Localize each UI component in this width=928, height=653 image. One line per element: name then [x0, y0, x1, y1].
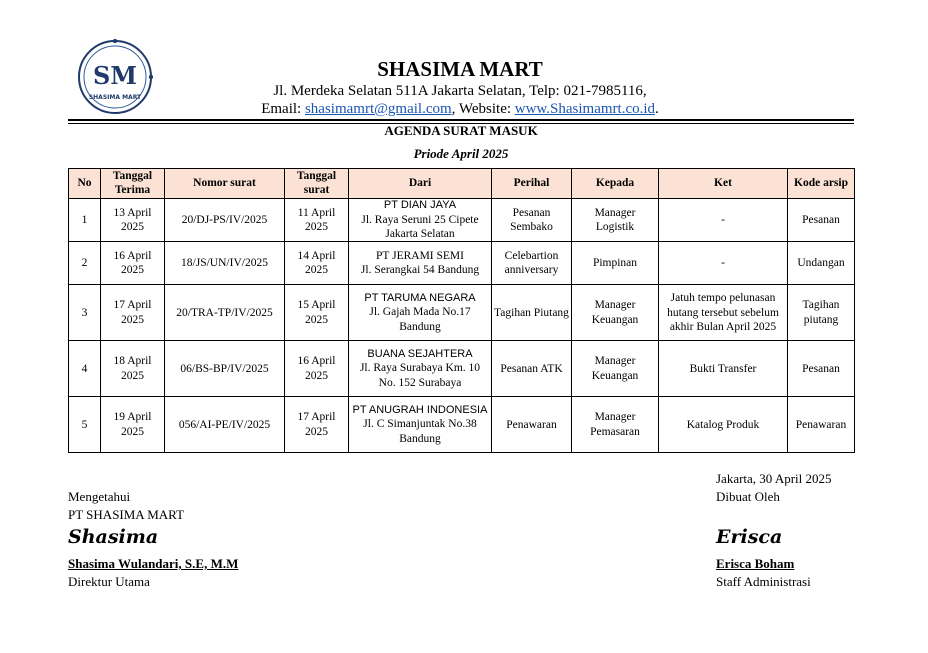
cell-no: 4: [69, 341, 101, 397]
sig-right-date: Jakarta, 30 April 2025: [716, 471, 832, 486]
sender-name: PT TARUMA NEGARA: [364, 291, 476, 304]
cell-kode-arsip: Pesanan: [788, 198, 855, 242]
sig-right-signature: Erisca: [716, 526, 783, 548]
cell-tanggal-surat: 14 April 2025: [285, 242, 349, 285]
cell-nomor-surat: 056/AI-PE/IV/2025: [165, 397, 285, 453]
table-row: [69, 397, 855, 453]
cell-kepada: Pimpinan: [572, 242, 659, 285]
cell-dari: [349, 285, 492, 341]
cell-tanggal-surat: 11 April 2025: [285, 198, 349, 242]
cell-kepada: Manager Logistik: [572, 198, 659, 242]
sig-left-role: Direktur Utama: [68, 574, 150, 589]
cell-kepada: Manager Keuangan: [572, 285, 659, 341]
col-header-kode-arsip: Kode arsip: [788, 169, 855, 199]
col-header-dari: Dari: [349, 169, 492, 199]
cell-ket: -: [659, 198, 788, 242]
col-header-perihal: Perihal: [492, 169, 572, 199]
sender-address: Jl. Raya Surabaya Km. 10 No. 152 Surabaya: [359, 362, 481, 389]
cell-ket: Bukti Transfer: [659, 341, 788, 397]
cell-dari: [349, 198, 492, 242]
cell-perihal: Tagihan Piutang: [492, 285, 572, 341]
cell-perihal: Celebartion anniversary: [492, 242, 572, 285]
company-address: Jl. Merdeka Selatan 511A Jakarta Selatan, Telp: 021-7985116,: [273, 83, 647, 99]
sig-right-prepared: Dibuat Oleh: [716, 489, 780, 504]
header-divider-thick: [68, 119, 854, 121]
col-header-tanggal-surat: Tanggal surat: [285, 169, 349, 199]
sender-name: BUANA SEJAHTERA: [367, 347, 473, 360]
sender-name: PT ANUGRAH INDONESIA: [352, 403, 488, 416]
cell-tanggal-surat: 16 April 2025: [285, 341, 349, 397]
website-link[interactable]: www.Shasimamrt.co.id: [514, 101, 656, 117]
sender-address: Jl. Gajah Mada No.17 Bandung: [369, 306, 471, 333]
email-link[interactable]: shasimamrt@gmail.com: [304, 101, 452, 117]
cell-nomor-surat: 06/BS-BP/IV/2025: [165, 341, 285, 397]
cell-perihal: Pesanan Sembako: [492, 198, 572, 242]
cell-tanggal-surat: 15 April 2025: [285, 285, 349, 341]
email-label: Email:: [261, 101, 305, 117]
cell-nomor-surat: 20/DJ-PS/IV/2025: [165, 198, 285, 242]
cell-kepada: Manager Keuangan: [572, 341, 659, 397]
cell-nomor-surat: 20/TRA-TP/IV/2025: [165, 285, 285, 341]
table-header-row: [69, 169, 855, 199]
table-row: [69, 285, 855, 341]
cell-dari: [349, 242, 492, 285]
cell-tanggal-terima: 17 April 2025: [101, 285, 165, 341]
table-row: [69, 198, 855, 242]
sender-address: Jl. Serangkai 54 Bandung: [360, 264, 480, 277]
sender-name: PT DIAN JAYA: [383, 198, 457, 211]
col-header-nomor-surat: Nomor surat: [165, 169, 285, 199]
company-contact: [140, 101, 780, 118]
cell-tanggal-terima: 19 April 2025: [101, 397, 165, 453]
cell-kode-arsip: Pesanan: [788, 341, 855, 397]
cell-ket: Katalog Produk: [659, 397, 788, 453]
cell-kode-arsip: Tagihan piutang: [788, 285, 855, 341]
cell-ket: -: [659, 242, 788, 285]
logo-monogram: SM: [93, 61, 137, 90]
sender-name: PT JERAMI SEMI: [376, 249, 464, 262]
cell-no: 3: [69, 285, 101, 341]
cell-no: 1: [69, 198, 101, 242]
col-header-no: No: [69, 169, 101, 199]
col-header-kepada: Kepada: [572, 169, 659, 199]
cell-kode-arsip: Penawaran: [788, 397, 855, 453]
sig-left-acknowledge: Mengetahui: [68, 489, 131, 504]
contact-period: .: [655, 101, 659, 117]
sig-left-company: PT SHASIMA MART: [68, 507, 185, 522]
company-name: SHASIMA MART: [377, 57, 543, 81]
col-header-ket: Ket: [659, 169, 788, 199]
agenda-period: Priode April 2025: [413, 146, 509, 161]
cell-dari: [349, 341, 492, 397]
agenda-title: AGENDA SURAT MASUK: [384, 123, 538, 138]
cell-perihal: Pesanan ATK: [492, 341, 572, 397]
sig-right-role: Staff Administrasi: [716, 574, 811, 589]
cell-nomor-surat: 18/JS/UN/IV/2025: [165, 242, 285, 285]
cell-perihal: Penawaran: [492, 397, 572, 453]
cell-tanggal-surat: 17 April 2025: [285, 397, 349, 453]
agenda-table: [68, 168, 855, 453]
cell-dari: [349, 397, 492, 453]
logo-ring-text: SHASIMA MART: [88, 94, 142, 101]
cell-kepada: Manager Pemasaran: [572, 397, 659, 453]
sig-left-name: Shasima Wulandari, S.E, M.M: [68, 556, 239, 571]
sender-address: Jl. Raya Seruni 25 Cipete Jakarta Selatan: [361, 213, 479, 240]
sig-right-name: Erisca Boham: [716, 556, 795, 571]
table-row: [69, 242, 855, 285]
cell-tanggal-terima: 16 April 2025: [101, 242, 165, 285]
cell-ket: Jatuh tempo pelunasan hutang tersebut sebelum akhir Bulan April 2025: [659, 285, 788, 341]
sig-left-signature: Shasima: [68, 526, 159, 548]
cell-tanggal-terima: 18 April 2025: [101, 341, 165, 397]
cell-no: 2: [69, 242, 101, 285]
cell-no: 5: [69, 397, 101, 453]
cell-tanggal-terima: 13 April 2025: [101, 198, 165, 242]
cell-kode-arsip: Undangan: [788, 242, 855, 285]
table-row: [69, 341, 855, 397]
sender-address: Jl. C Simanjuntak No.38 Bandung: [363, 418, 477, 445]
col-header-tanggal-terima: Tanggal Terima: [101, 169, 165, 199]
website-label: , Website:: [451, 101, 515, 117]
